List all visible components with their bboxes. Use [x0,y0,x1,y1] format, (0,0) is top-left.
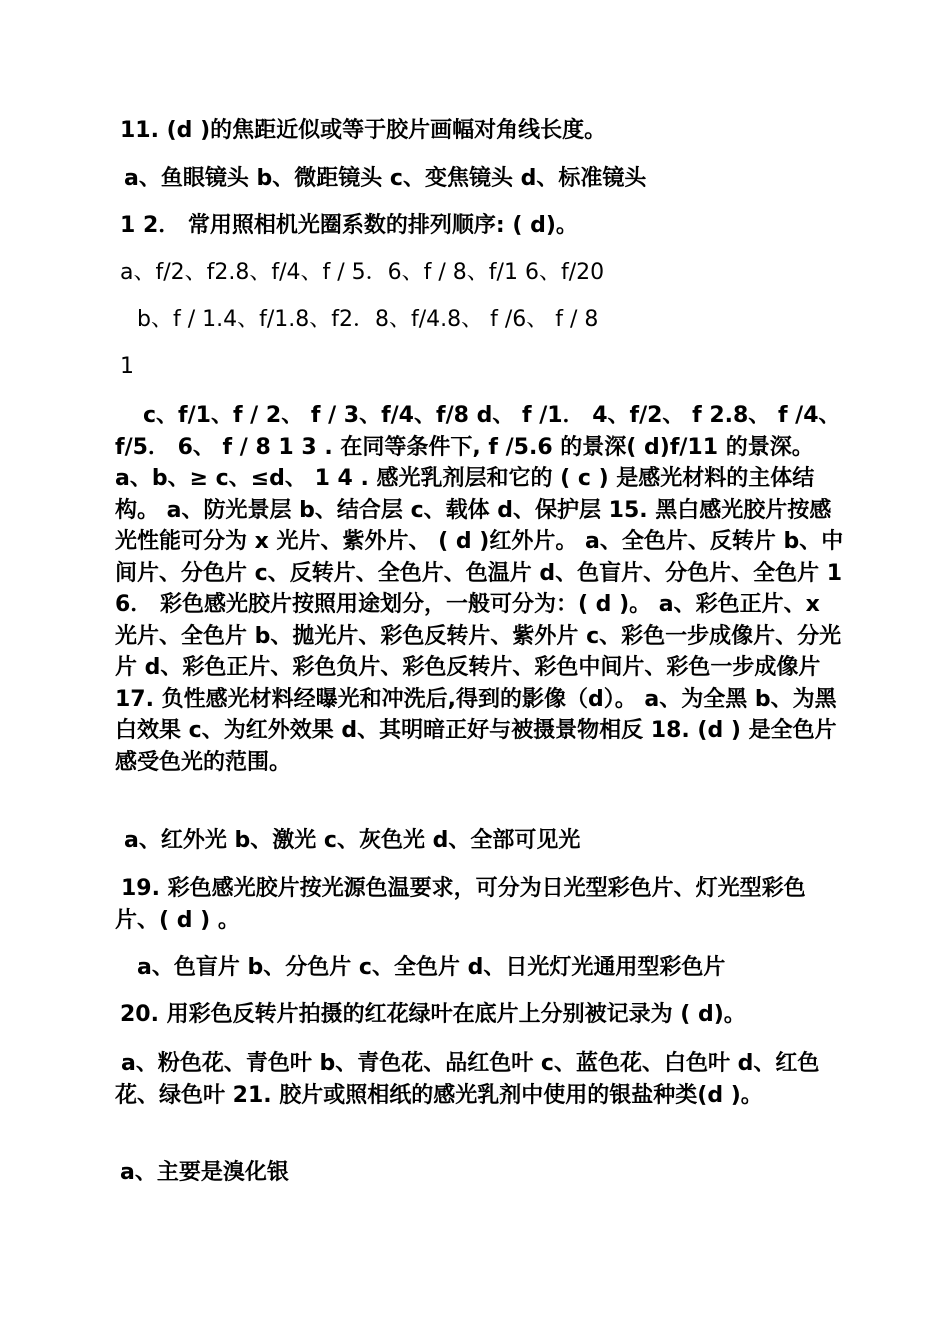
page-number: 1 [120,354,134,379]
options-21: a、主要是溴化银 [120,1160,289,1185]
option-12a: a、f/2、f2.8、f/4、f / 5．6、f / 8、f/1 6、f/20 [120,260,605,285]
question-11: 11. (d )的焦距近似或等于胶片画幅对角线长度。 [120,118,607,143]
options-18: a、红外光 b、激光 c、灰色光 d、全部可见光 [124,828,581,853]
options-11: a、鱼眼镜头 b、微距镜头 c、变焦镜头 d、标准镜头 [124,166,647,191]
question-12: 1 2． 常用照相机光圈系数的排列顺序: ( d)。 [120,213,578,238]
question-20: 20. 用彩色反转片拍摄的红花绿叶在底片上分别被记录为 ( d)。 [120,1002,746,1027]
options-20-question-21: a、粉色花、青色叶 b、青色花、品红色叶 c、蓝色花、白色叶 d、红色花、绿色叶 21. 胶片或照相纸的感光乳剂中使用的银盐种类(d )。 [115,1051,820,1108]
option-12b: b、f / 1.4、f/1.8、f2．8、f/4.8、 f /6、 f / 8 [137,307,599,332]
options-19: a、色盲片 b、分色片 c、全色片 d、日光灯光通用型彩色片 [137,955,726,980]
question-19: 19. 彩色感光胶片按光源色温要求，可分为日光型彩色片、灯光型彩色片、( d ) 。 [115,876,806,933]
paragraph-12c-to-18: c、f/1、f / 2、 f / 3、f/4、f/8 d、 f /1． 4、f/2、 f 2.8、 f /4、f/5． 6、 f / 8 1 3 . 在同等条件下, f /5.6 的景深( d)f/11 的景深。 a、b、≥ c、≤d、 1 4 . 感光乳剂层和它的 ( c ) 是感光材料的主体结构。 a、防光景层 b、结合层 c、载体 d、保护层 15. 黑白感光胶片按感光性能可分为 x 光片、紫外片、 ( d )红外片。 a、全色片、反转片 b、中间片、分色片 c、反转片、全色片、色温片 d、色盲片、分色片、全色片 1 6． 彩色感光胶片按照用途划分，一般可分为：( d )。 a、彩色正片、x 光片、全色片 b、拋光片、彩色反转片、紫外片 c、彩色一步成像片、分光片 d、彩色正片、彩色负片、彩色反转片、彩色中间片、彩色一步成像片 17. 负性感光材料经曝光和冲洗后,得到的影像（d）。 a、为全黑 b、为黑白效果 c、为红外效果 d、其明暗正好与被摄景物相反 18. (d ) 是全色片感受色光的范围。 [115,403,844,775]
